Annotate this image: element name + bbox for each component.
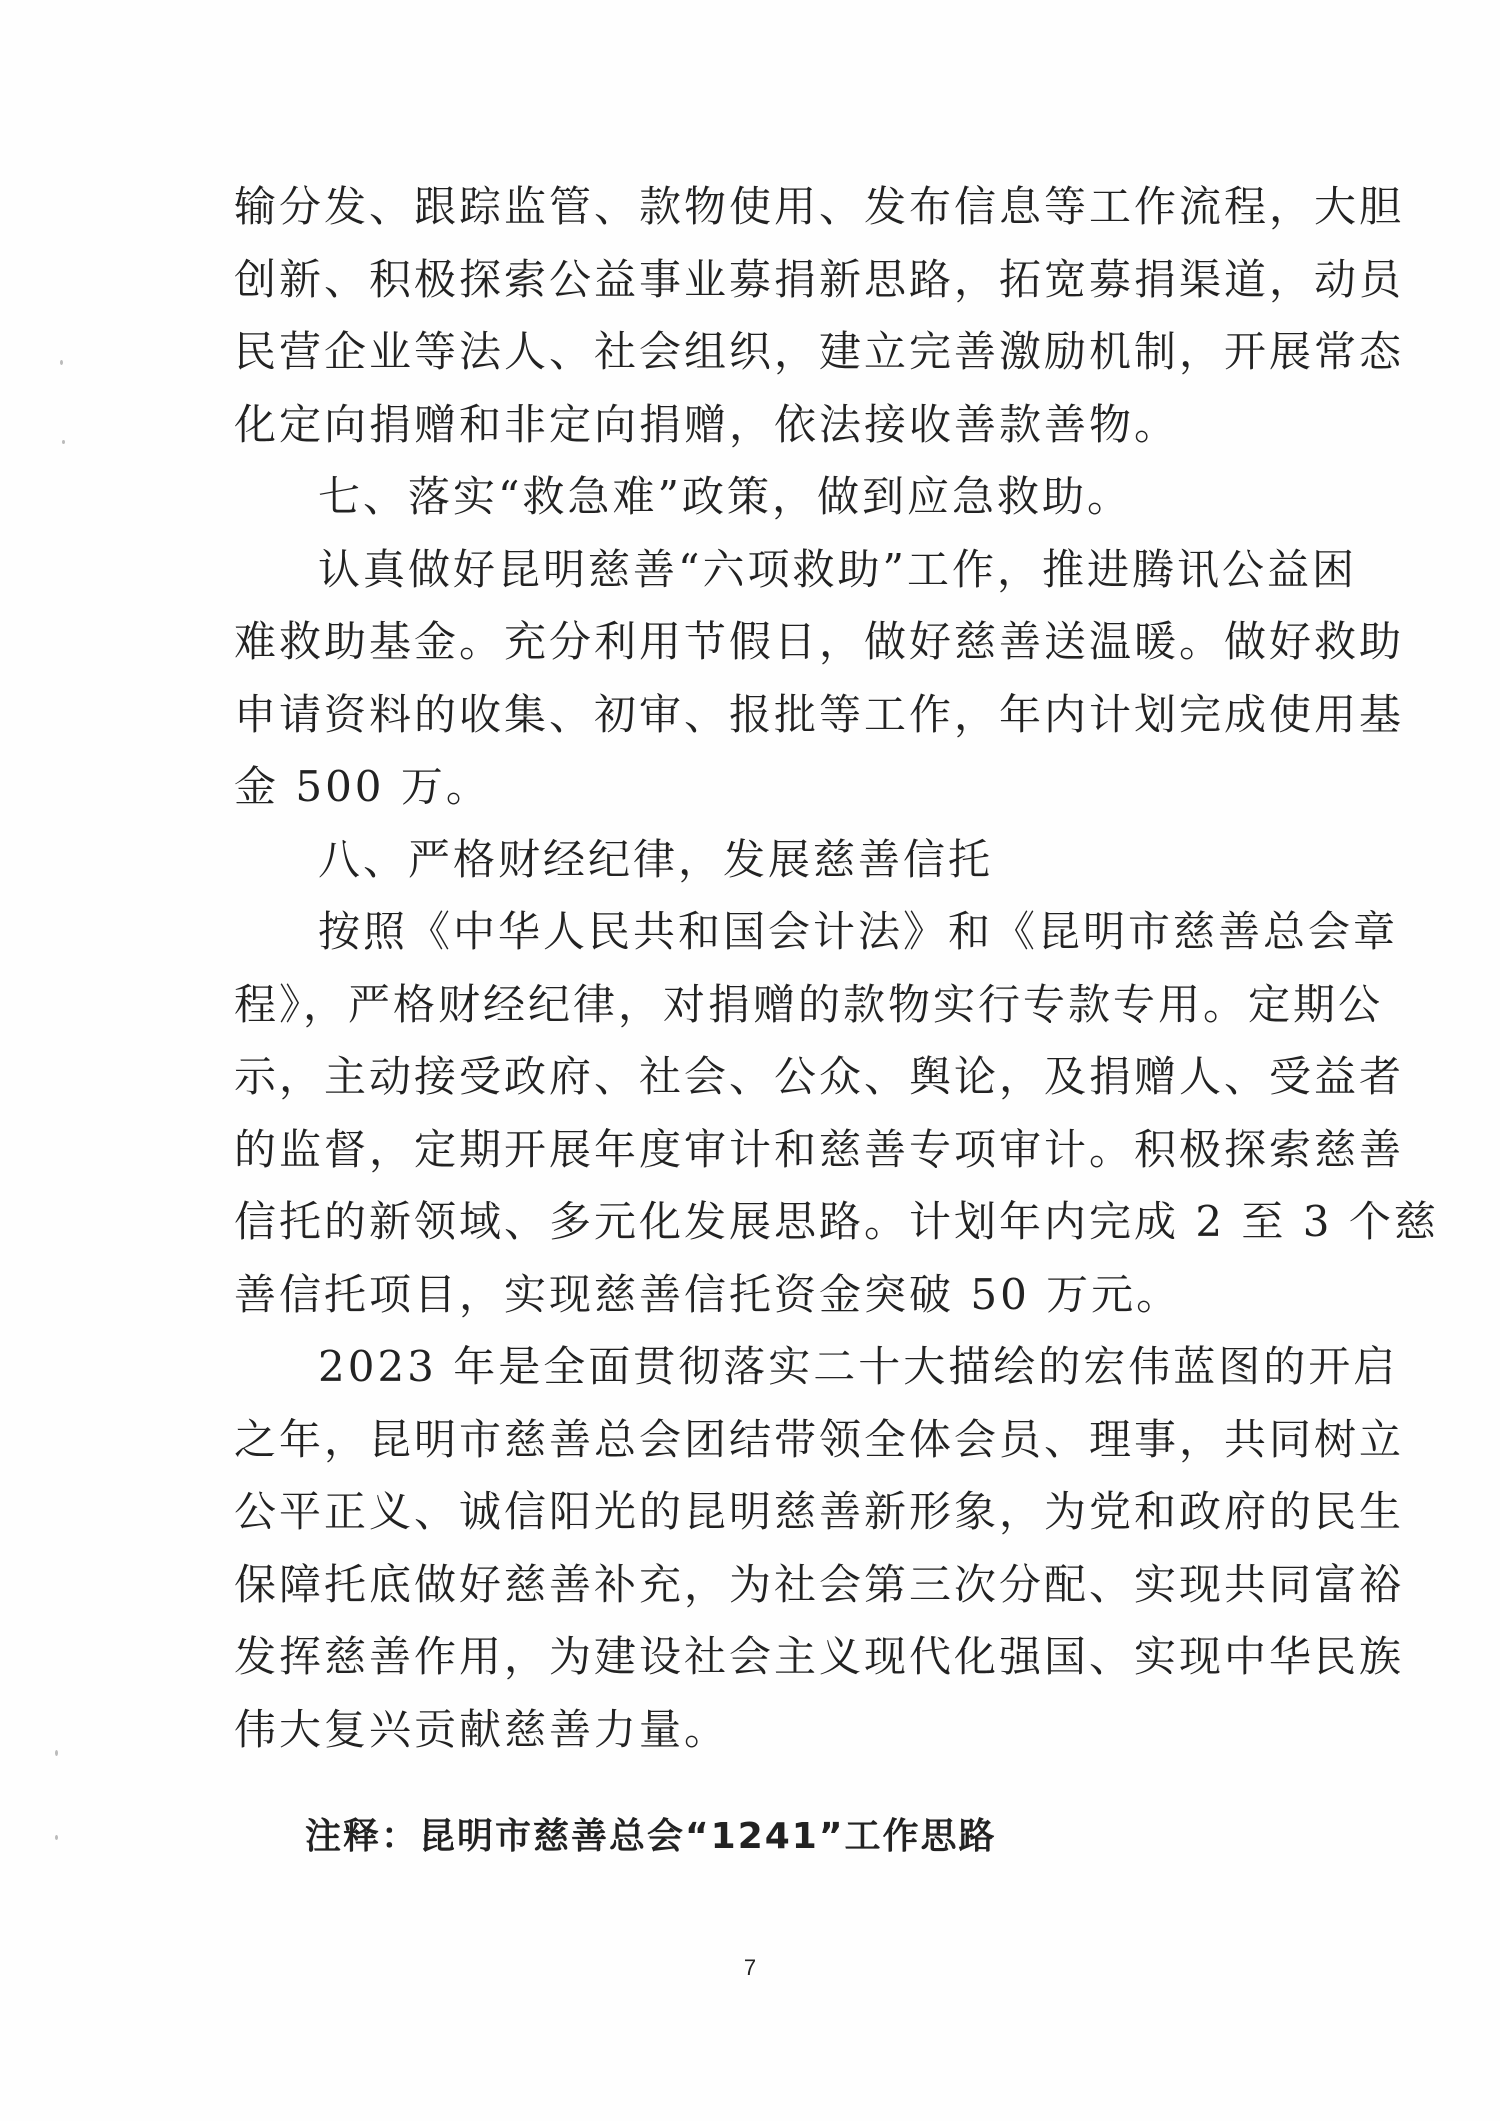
body-line-13: 示，主动接受政府、社会、公众、舆论，及捐赠人、受益者 [234, 1052, 1405, 1101]
body-line-8: 申请资料的收集、初审、报批等工作，年内计划完成使用基 [234, 690, 1405, 739]
scan-speck [60, 360, 63, 365]
body-line-2: 创新、积极探索公益事业募捐新思路，拓宽募捐渠道，动员 [234, 255, 1405, 304]
body-line-20: 保障托底做好慈善补充，为社会第三次分配、实现共同富裕 [234, 1560, 1405, 1609]
body-line-11: 按照《中华人民共和国会计法》和《昆明市慈善总会章 [318, 907, 1399, 956]
body-line-18: 之年，昆明市慈善总会团结带领全体会员、理事，共同树立 [234, 1415, 1405, 1464]
body-line-19: 公平正义、诚信阳光的昆明慈善新形象，为党和政府的民生 [234, 1487, 1405, 1536]
body-line-22: 伟大复兴贡献慈善力量。 [234, 1705, 730, 1754]
body-line-15: 信托的新领域、多元化发展思路。计划年内完成 2 至 3 个慈 [234, 1197, 1439, 1246]
body-line-7: 难救助基金。充分利用节假日，做好慈善送温暖。做好救助 [234, 617, 1405, 666]
body-line-4: 化定向捐赠和非定向捐赠，依法接收善款善物。 [234, 400, 1180, 449]
section-heading-7: 七、落实“救急难”政策，做到应急救助。 [318, 472, 1132, 521]
body-line-21: 发挥慈善作用，为建设社会主义现代化强国、实现中华民族 [234, 1632, 1405, 1681]
body-line-16: 善信托项目，实现慈善信托资金突破 50 万元。 [234, 1270, 1182, 1319]
footnote: 注释：昆明市慈善总会“1241”工作思路 [305, 1816, 997, 1857]
scan-speck [55, 1835, 58, 1840]
page-number: 7 [743, 1955, 757, 1980]
body-line-14: 的监督，定期开展年度审计和慈善专项审计。积极探索慈善 [234, 1125, 1405, 1174]
body-line-12: 程》，严格财经纪律，对捐赠的款物实行专款专用。定期公 [234, 980, 1384, 1029]
body-line-17: 2023 年是全面贯彻落实二十大描绘的宏伟蓝图的开启 [318, 1342, 1399, 1391]
scan-speck [55, 1750, 58, 1756]
body-line-1: 输分发、跟踪监管、款物使用、发布信息等工作流程，大胆 [234, 182, 1405, 231]
scan-speck [62, 440, 65, 444]
body-line-9: 金 500 万。 [234, 762, 491, 811]
body-line-6: 认真做好昆明慈善“六项救助”工作，推进腾讯公益困 [318, 545, 1357, 594]
section-heading-8: 八、严格财经纪律，发展慈善信托 [318, 835, 994, 884]
body-line-3: 民营企业等法人、社会组织，建立完善激励机制，开展常态 [234, 327, 1405, 376]
